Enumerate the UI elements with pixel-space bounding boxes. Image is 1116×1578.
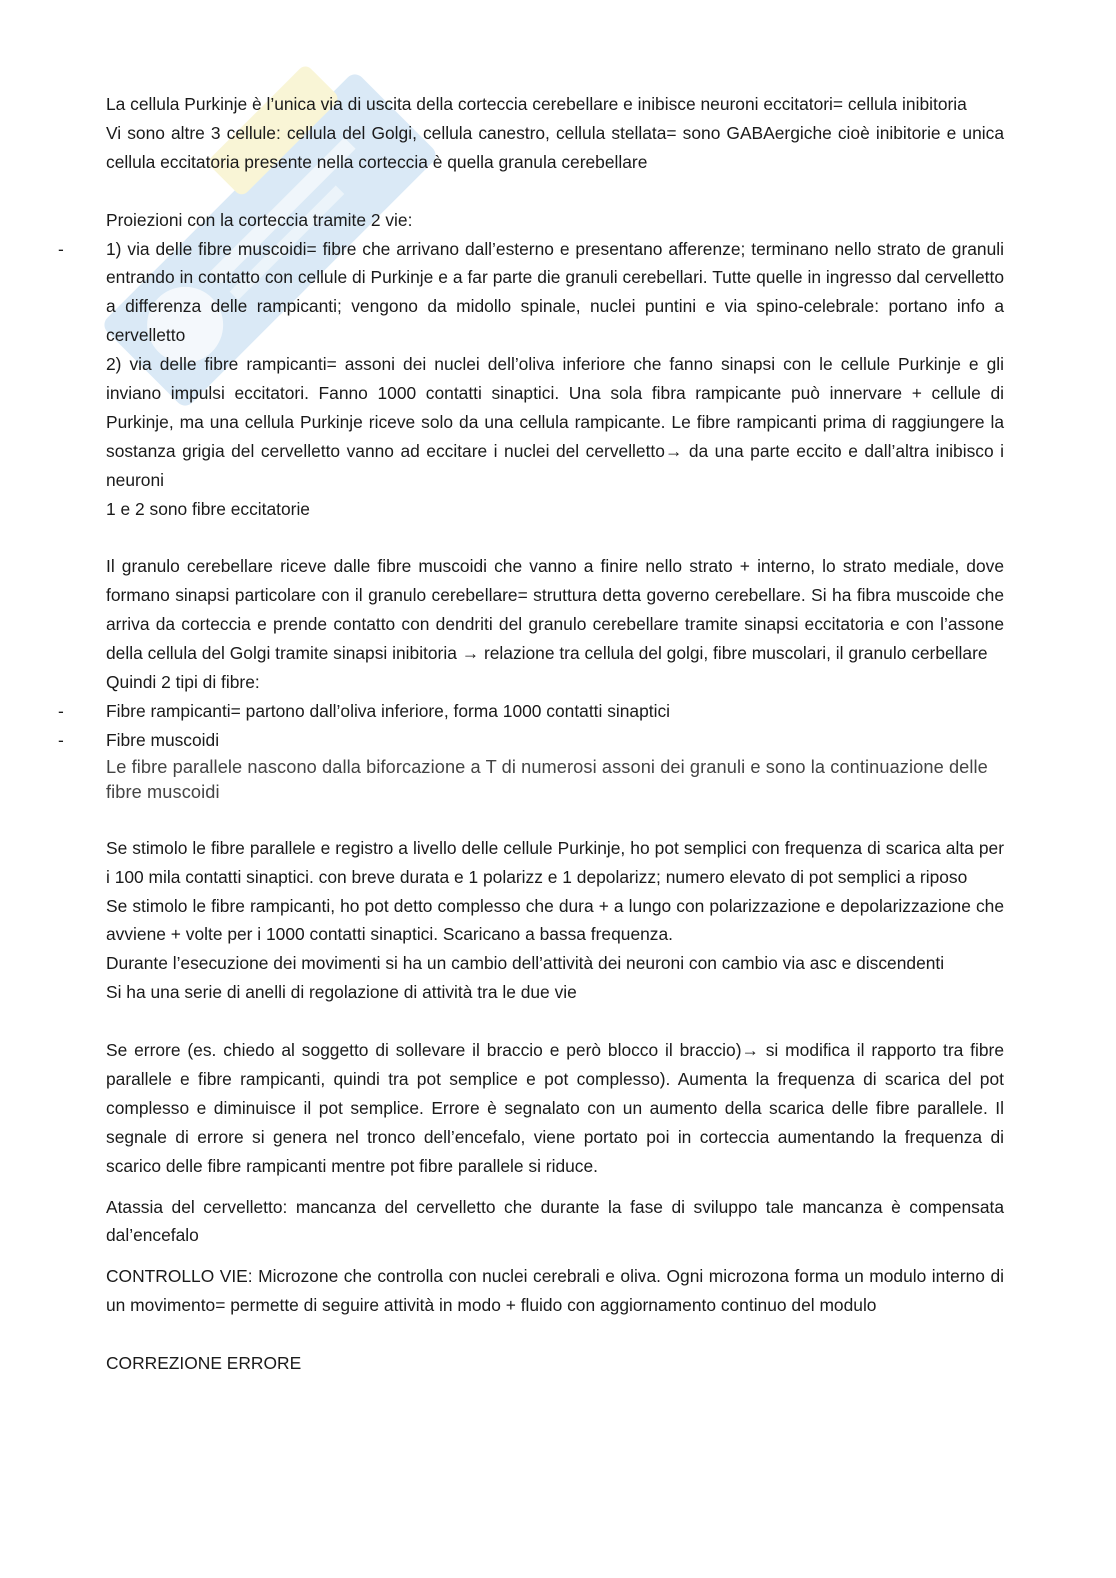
list-dash: - — [58, 238, 64, 259]
error-text-b: si modifica il rapporto tra fibre parallele e fibre rampicanti, quindi tra pot semplice e pot complesso). Aumenta la frequenza di scarica del pot complesso e diminuisce il pot semplice. Errore è segnalato con un aumento della scarica delle fibre parallele. Il segnale di errore si genera nel tronco dell’encefalo, viene portato poi in corteccia aumentando la frequenza di scarico delle fibre rampicanti mentre pot fibre parallele si riduce. — [106, 1040, 1004, 1176]
list-item-climbing — [58, 697, 1004, 726]
heading-error-correction: CORREZIONE ERRORE — [106, 1353, 302, 1374]
arrow-right-icon: → — [664, 440, 683, 461]
paragraph-movement: Durante l’esecuzione dei movimenti si ha un cambio dell’attività dei neuroni con cambio via asc e discendenti — [106, 953, 945, 974]
list-item-mossy — [58, 726, 1004, 755]
paragraph-other-cells: Vi sono altre 3 cellule: cellula del Golgi, cellula canestro, cellula stellata= sono GABAergiche cioè inibitorie e unica cellula eccitatoria presente nella corteccia è quella granula cerebellare — [106, 122, 1004, 172]
list-dash: - — [58, 701, 64, 721]
document-body — [58, 90, 1004, 1378]
paragraph-regulation: Si ha una serie di anelli di regolazione di attività tra le due vie — [106, 982, 577, 1003]
paragraph-excitatory: 1 e 2 sono fibre eccitatorie — [106, 498, 310, 519]
paragraph-fiber-types: Quindi 2 tipi di fibre: — [106, 672, 260, 693]
list-dash: - — [58, 729, 64, 750]
climbing-text-a: 2) via delle fibre rampicanti= assoni dei nuclei dell’oliva inferiore che fanno sinapsi con le cellule Purkinje e gli inviano impulsi eccitatori. Fanno 1000 contatti sinaptici. Una sola fibra rampicante può innervare + cellule di Purkinje, ma una cellula Purkinje riceve solo da una cellula rampicante. Le fibre rampicanti prima di raggiungere la sostanza grigia del cervelletto vanno ad eccitare i nuclei del cervelletto — [106, 354, 1004, 461]
quote-parallel-fibers: Le fibre parallele nascono dalla biforcazione a T di numerosi assoni dei granuli e sono la continuazione delle fibre muscoidi — [106, 756, 988, 802]
paragraph-purkinje: La cellula Purkinje è l’unica via di uscita della corteccia cerebellare e inibisce neuroni eccitatori= cellula inibitoria — [106, 94, 967, 114]
paragraph-climbing-fibers — [106, 350, 1004, 495]
granule-text-b: relazione tra cellula del golgi, fibre muscolari, il granulo cerbellare — [479, 643, 988, 664]
list-item-text: Fibre muscoidi — [106, 729, 220, 750]
climbing-text-b: da una parte eccito e dall’altra inibisco i neuroni — [106, 440, 1004, 490]
paragraph-error — [106, 1036, 1004, 1181]
error-text-a: Se errore (es. chiedo al soggetto di sollevare il braccio e però blocco il braccio) — [106, 1040, 742, 1061]
granule-text-a: Il granulo cerebellare riceve dalle fibre muscoidi che vanno a finire nello strato + interno, lo strato mediale, dove formano sinapsi particolare con il granulo cerebellare= struttura detta governo cerebellare. Si ha fibra muscoide che arriva da corteccia e prende contatto con dendriti del granulo cerebellare tramite sinapsi eccitatoria e con l’assone della cellula del Golgi tramite sinapsi inibitoria — [106, 556, 1004, 664]
list-item-mossy-fibers — [58, 235, 1004, 351]
arrow-right-icon: → — [741, 1040, 759, 1061]
paragraph-climbing-stim: Se stimolo le fibre rampicanti, ho pot detto complesso che dura + a lungo con polarizzazione e depolarizzazione che avviene + volte per i 1000 contatti sinaptici. Scaricano a bassa frequenza. — [106, 895, 1004, 945]
arrow-right-icon: → — [461, 643, 480, 664]
list-item-text: Fibre rampicanti= partono dall’oliva inferiore, forma 1000 contatti sinaptici — [106, 701, 671, 721]
paragraph-projections: Proiezioni con la corteccia tramite 2 vie: — [106, 209, 413, 230]
list-item-text: 1) via delle fibre muscoidi= fibre che arrivano dall’esterno e presentano afferenze; terminano nello strato de granuli entrando in contatto con cellule di Purkinje e a far parte die granuli cerebellari. Tutte quelle in ingresso dal cervelletto a differenza delle rampicanti; vengono da midollo spinale, nuclei puntini e via spino-celebrale: portano info a cervelletto — [106, 238, 1004, 346]
paragraph-control: CONTROLLO VIE: Microzone che controlla con nuclei cerebrali e oliva. Ogni microzona forma un modulo interno di un movimento= permette di seguire attività in modo + fluido con aggiornamento continuo del modulo — [106, 1266, 1004, 1316]
paragraph-ataxia: Atassia del cervelletto: mancanza del cervelletto che durante la fase di sviluppo tale mancanza è compensata dal’encefalo — [106, 1196, 1004, 1246]
paragraph-parallel-stim: Se stimolo le fibre parallele e registro a livello delle cellule Purkinje, ho pot semplici con frequenza di scarica alta per i 100 mila contatti sinaptici. con breve durata e 1 polarizz e 1 depolarizz; numero elevato di pot semplici a riposo — [106, 837, 1004, 887]
paragraph-granule — [106, 552, 1004, 668]
